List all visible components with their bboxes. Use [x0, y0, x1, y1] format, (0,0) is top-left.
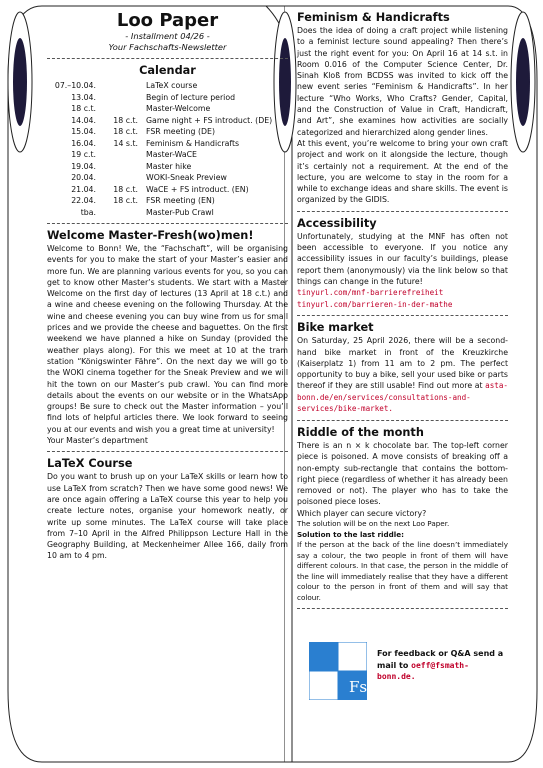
calendar-date: tba. [80, 207, 96, 217]
tagline: Your Fachschafts-Newsletter [108, 42, 227, 52]
calendar-time: 18 c.t. [113, 196, 138, 205]
riddle-note: The solution will be on the next Loo Paper. [297, 519, 450, 528]
divider [47, 58, 288, 59]
welcome-heading: Welcome Master-Fresh(wo)men! [47, 229, 254, 242]
riddle-heading: Riddle of the month [297, 425, 424, 439]
calendar-date: 07.–10.04. [54, 81, 96, 90]
calendar-event: Feminism & Handicrafts [146, 138, 240, 148]
feedback-email-link[interactable]: oeff@fsmath-bonn.de. [377, 660, 469, 681]
feminism-body-1: Does the idea of doing a craft project while listening to a feminist lecture sound appealing? Then there’s just the right event for you: On April 16 at 14 s.t. in Room 0.016 of the Computer Science Center, Dr. Sinah Kloß from BCDSS was invited to kick off the new event series “Feminism & Handicrafts”. In her lecture “Who Works, Who Crafts? Gender, Capital, and the Construction of Value in Craft, Handicraft, and Art”, she examines how activities are socially categorized and hierarchized along gender lines. [297, 26, 508, 137]
newsletter-title: Loo Paper [116, 10, 219, 31]
calendar-heading: Calendar [139, 64, 196, 77]
left-column [47, 0, 288, 562]
feedback-box [377, 648, 507, 683]
bike-heading: Bike market [297, 321, 374, 335]
feminism-body-2: At this event, you’re welcome to bring your own craft project and work on it alongside the lecture, though it’s certainly not a requirement. At the end of the lecture, you are welcome to stay in the room for a while to exchange ideas and share skills. The event is organized by the GIDIS. [297, 138, 508, 205]
calendar-time [96, 92, 146, 104]
calendar-date: 21.04. [71, 184, 96, 194]
calendar-event: Master-Pub Crawl [146, 207, 214, 217]
latex-heading: LaTeX Course [47, 457, 133, 471]
calendar-row [47, 115, 288, 127]
calendar-time: 14 s.t. [113, 138, 138, 148]
calendar-date: 19.04. [71, 161, 96, 171]
riddle-body: There is an n × k chocolate bar. The top-left corner piece is poisoned. A move consists of breaking off a non-empty sub-rectangle that contains the bottom-right piece (regardless of whether it has already been removed or not). The player who has to take the poisoned piece loses. [297, 440, 508, 507]
calendar-row [47, 138, 288, 150]
divider [47, 451, 288, 452]
calendar-time [96, 161, 146, 173]
calendar-date: 13.04. [71, 92, 96, 102]
calendar-row [47, 172, 288, 184]
calendar-time: 18 c.t. [113, 127, 138, 136]
calendar-date: 18 c.t. [71, 104, 96, 113]
calendar-date: 14.04. [71, 115, 96, 125]
logo-text: Fs [349, 678, 367, 696]
calendar-time [96, 103, 146, 115]
calendar-time [96, 207, 146, 219]
calendar-event: WaCE + FS introduct. (EN) [146, 184, 249, 194]
accessibility-heading: Accessibility [297, 216, 377, 230]
calendar-row [47, 103, 288, 115]
accessibility-link-2[interactable]: tinyurl.com/barrieren-in-der-mathe [297, 299, 453, 309]
fachschaft-logo-icon [309, 642, 367, 700]
divider [297, 608, 508, 609]
calendar-event: Begin of lecture period [146, 92, 236, 102]
welcome-body: Welcome to Bonn! We, the “Fachschaft”, will be organising events for you to make the start of your Master’s easier and more fun. We are planning various events for you, so you can get to know other Master’s students. We start with a Master Welcome on the first day of lectures (13 April at 18 c.t.) and a wine and cheese evening on the following Thursday. At the wine and cheese evening you can buy wine from us for small prices and we provide the cheese and baguettes. On the first weekend we have planned a hike on Sunday (provided the weather plays along). For this we meet at 10 at the tram station “Königswinter Fähre”. On the next day we will go to the WOKI cinema together for the Sneak Preview and we will hit the town on our Master’s pub crawl. You can find more details about the events on our website or in the WhatsApp groups! Be sure to check out the Master information – you’ll find lots of helpful articles there. We look forward to seeing you at our events and wish you a great time at university! [47, 244, 288, 434]
bike-body [297, 335, 508, 415]
calendar-row [47, 92, 288, 104]
calendar-time: 18 c.t. [113, 184, 138, 194]
calendar-date: 22.04. [71, 196, 96, 205]
feedback-text: For feedback or Q&A send a mail to [377, 649, 504, 670]
riddle-question: Which player can secure victory? [297, 508, 427, 518]
right-column [297, 0, 508, 696]
calendar-event: WOKI-Sneak Preview [146, 173, 227, 182]
calendar-row [47, 80, 288, 92]
calendar-date: 20.04. [71, 173, 96, 182]
calendar-row [47, 207, 288, 219]
solution-body: If the person at the back of the line doesn’t immediately say a colour, the two people in front of them will have different colours. In that case, the person in the middle of the line will immediately realise that they have a different colour to the person in front of them and will say that colour. [297, 540, 508, 602]
calendar-event: FSR meeting (DE) [146, 127, 215, 136]
calendar-event: Master-WaCE [146, 150, 197, 159]
feminism-heading: Feminism & Handicrafts [297, 11, 450, 24]
calendar-event: Master-Welcome [146, 104, 211, 113]
calendar-event: FSR meeting (EN) [146, 196, 215, 205]
accessibility-link-1[interactable]: tinyurl.com/mnf-barrierefreiheit [297, 288, 444, 298]
divider [47, 223, 288, 224]
bike-text: On Saturday, 25 April 2026, there will be a second-hand bike market in front of the Kreuzkirche (Kaiserplatz 1) from 11 am to 2 pm. The perfect opportunity to buy a bike, sell your used bike or parts thereof if they are still usable! Find out more at [297, 336, 508, 391]
accessibility-body: Unfortunately, studying at the MNF has often not been accessible to everyone. If you notice any accessibility issues in our faculty’s buildings, please report them (anonymously) via the link below so that things can change in the future! [297, 231, 508, 286]
calendar-date: 16.04. [71, 138, 96, 148]
installment-label: - Installment 04/26 - [125, 31, 210, 41]
divider [297, 420, 508, 421]
calendar-event: Game night + FS introduct. (DE) [146, 115, 273, 125]
calendar-time [96, 80, 146, 92]
bike-link[interactable]: asta-bonn.de/en/services/consultations-and-services/bike-market. [297, 381, 508, 414]
calendar-row [47, 126, 288, 138]
divider [297, 211, 508, 212]
calendar-time: 18 c.t. [113, 115, 138, 125]
calendar-time [96, 149, 146, 161]
calendar-event: Master hike [146, 161, 192, 171]
divider [297, 315, 508, 316]
calendar-date: 19 c.t. [71, 150, 96, 159]
calendar-event: LaTeX course [146, 81, 198, 90]
calendar-time [96, 172, 146, 184]
calendar-row [47, 161, 288, 173]
solution-heading: Solution to the last riddle: [297, 529, 404, 539]
latex-body: Do you want to brush up on your LaTeX skills or learn how to use LaTeX from scratch? Then we have some good news! We are once again offering a LaTeX course this year to help you create lecture notes, organise your homework neatly, or write up some minutes. The LaTeX course will take place from 7–10 April in the Alfred Philippson Lecture Hall in the Geography Building, at Meckenheimer Allee 166, daily from 10 am to 4 pm. [47, 472, 288, 561]
calendar-date: 15.04. [71, 127, 96, 136]
calendar-list [47, 80, 288, 218]
calendar-row [47, 184, 288, 196]
calendar-row [47, 149, 288, 161]
calendar-row [47, 195, 288, 207]
welcome-signoff: Your Master’s department [47, 436, 148, 446]
